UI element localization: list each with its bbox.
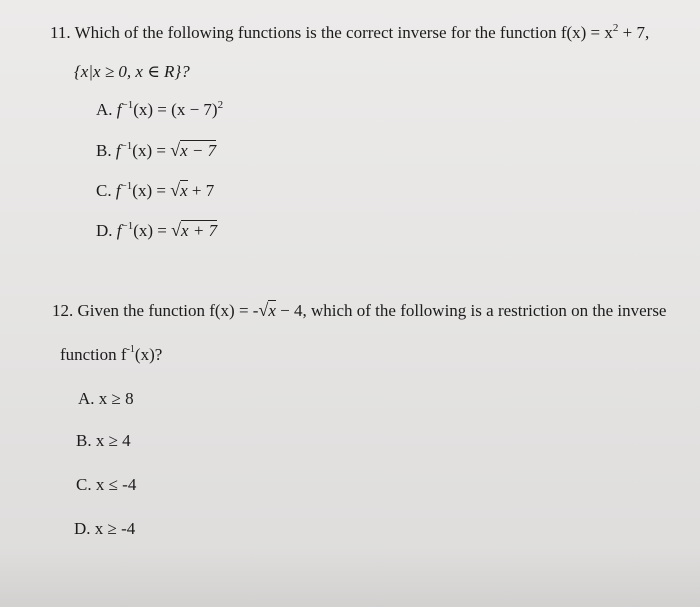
q12-prompt-line2 <box>60 344 162 365</box>
option-letter: A. <box>78 389 95 408</box>
option-rhs-exponent: 2 <box>217 99 224 111</box>
q11-prompt-tail: + 7, <box>618 23 650 42</box>
option-letter: D. <box>96 221 113 240</box>
q11-option-b <box>96 140 216 161</box>
option-rhs: (x − 7) <box>171 100 218 119</box>
option-letter: B. <box>76 431 92 450</box>
q12-prompt-b: − 4, which of the following is a restriction on the inverse <box>275 301 667 320</box>
option-lhs: f <box>115 181 121 200</box>
option-lhs: f <box>116 221 122 240</box>
q11-prompt-line <box>50 22 649 43</box>
option-letter: C. <box>76 475 92 494</box>
option-lhs-arg: (x) = <box>132 181 171 200</box>
q12-radicand: x <box>268 301 276 320</box>
option-lhs-arg: (x) = <box>132 141 171 160</box>
q12-prompt-line <box>52 300 666 321</box>
q11-prompt: Which of the following functions is the correct inverse for the function f(x) = x <box>74 23 613 42</box>
q11-option-c <box>96 180 214 201</box>
radical-icon: √ <box>170 180 181 200</box>
option-text: x ≥ -4 <box>94 519 136 538</box>
option-lhs: f <box>115 141 121 160</box>
option-radicand: x + 7 <box>181 221 218 240</box>
option-lhs-exponent: −1 <box>121 220 134 232</box>
option-lhs-exponent: −1 <box>120 180 133 192</box>
page-shadow <box>0 547 700 607</box>
option-letter: D. <box>74 519 91 538</box>
q12-prompt-line2-tail: (x)? <box>134 345 163 364</box>
option-lhs-exponent: −1 <box>121 99 134 111</box>
radical-icon: √ <box>258 300 269 320</box>
option-lhs: f <box>116 100 122 119</box>
option-radicand: x − 7 <box>180 141 217 160</box>
option-lhs-exponent: −1 <box>120 140 133 152</box>
option-lhs-arg: (x) = <box>133 100 172 119</box>
option-text: x ≥ 4 <box>95 431 131 450</box>
q12-option-c <box>76 475 136 495</box>
q12-option-a <box>78 389 134 409</box>
q11-option-a <box>96 99 223 120</box>
option-lhs-arg: (x) = <box>133 221 172 240</box>
q11-option-d <box>96 220 217 241</box>
q12-prompt-a: Given the function f(x) = - <box>77 301 259 320</box>
q12-prompt-line2: function f <box>60 345 127 364</box>
q12-option-b <box>76 431 131 451</box>
q11-domain: {x|x ≥ 0, x ∈ R}? <box>74 62 190 81</box>
option-radicand: x <box>180 181 188 200</box>
radical-icon: √ <box>171 220 182 240</box>
q12-option-d <box>74 519 135 539</box>
option-rhs-tail: + 7 <box>187 181 215 200</box>
option-text: x ≤ -4 <box>95 475 137 494</box>
option-letter: B. <box>96 141 112 160</box>
option-letter: C. <box>96 181 112 200</box>
q11-number: 11. <box>50 23 71 42</box>
option-letter: A. <box>96 100 113 119</box>
q12-number: 12. <box>52 301 74 320</box>
q12-prompt-line2-exponent: -1 <box>126 344 135 355</box>
option-text: x ≥ 8 <box>98 389 134 408</box>
radical-icon: √ <box>170 140 181 160</box>
q11-prompt-exponent: 2 <box>612 22 619 34</box>
